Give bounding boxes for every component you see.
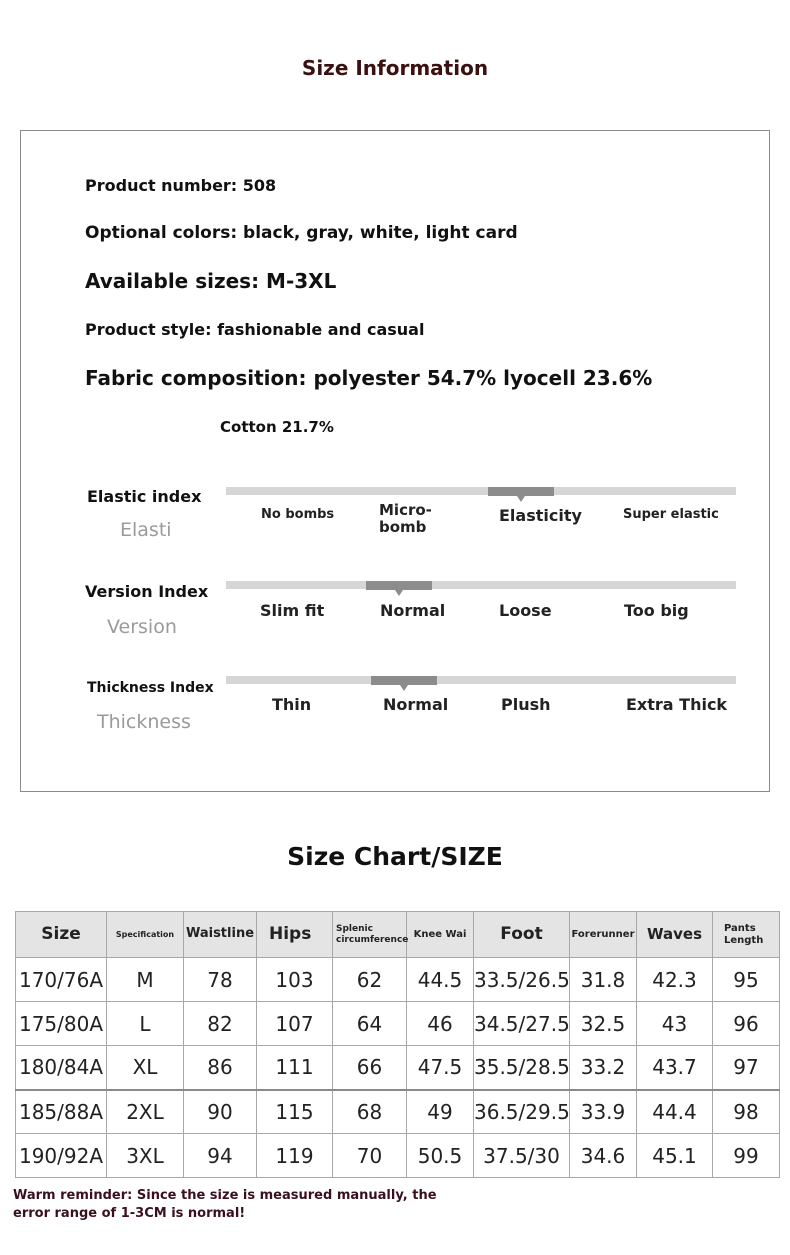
table-cell: 32.5	[570, 1002, 637, 1046]
table-cell: 2XL	[107, 1090, 184, 1134]
table-cell: 119	[257, 1134, 333, 1178]
table-cell: 86	[184, 1046, 257, 1090]
table-cell: 170/76A	[16, 958, 107, 1002]
table-row	[16, 958, 780, 1002]
table-cell: 103	[257, 958, 333, 1002]
version-option-slim-fit: Slim fit	[260, 601, 325, 620]
table-cell: 78	[184, 958, 257, 1002]
version-index-scale	[226, 581, 736, 589]
col-header-foot: Foot	[474, 912, 570, 958]
table-cell: 97	[713, 1046, 780, 1090]
product-info-panel	[20, 130, 770, 792]
table-cell: 95	[713, 958, 780, 1002]
version-index-sublabel: Version	[107, 616, 177, 638]
table-cell: 34.6	[570, 1134, 637, 1178]
col-header-splenic-circumference: Splenic circumference	[333, 912, 407, 958]
available-sizes: Available sizes: M-3XL	[85, 269, 337, 293]
table-cell: 185/88A	[16, 1090, 107, 1134]
table-cell: 99	[713, 1134, 780, 1178]
table-cell: 47.5	[407, 1046, 474, 1090]
col-header-forerunner: Forerunner	[570, 912, 637, 958]
table-cell: 180/84A	[16, 1046, 107, 1090]
col-header-specification: Specification	[107, 912, 184, 958]
table-cell: 115	[257, 1090, 333, 1134]
col-header-size: Size	[16, 912, 107, 958]
thickness-option-plush: Plush	[501, 695, 551, 714]
table-cell: L	[107, 1002, 184, 1046]
table-cell: 33.2	[570, 1046, 637, 1090]
table-row	[16, 1046, 780, 1090]
thickness-option-normal: Normal	[383, 695, 449, 714]
col-header-pants-length: Pants Length	[713, 912, 780, 958]
table-cell: 50.5	[407, 1134, 474, 1178]
version-option-normal: Normal	[380, 601, 446, 620]
size-chart-table	[15, 911, 780, 1178]
version-index-marker	[366, 581, 432, 590]
thickness-index-label: Thickness Index	[87, 680, 214, 696]
table-cell: 96	[713, 1002, 780, 1046]
elastic-option-micro-bomb: Micro- bomb	[379, 501, 432, 537]
table-cell: 190/92A	[16, 1134, 107, 1178]
table-row	[16, 1090, 780, 1134]
table-cell: 94	[184, 1134, 257, 1178]
version-option-too-big: Too big	[624, 601, 689, 620]
table-cell: 36.5/29.5	[474, 1090, 570, 1134]
thickness-index-scale	[226, 676, 736, 684]
size-information-title: Size Information	[301, 56, 489, 80]
col-header-waves: Waves	[637, 912, 713, 958]
table-cell: 107	[257, 1002, 333, 1046]
table-cell: 111	[257, 1046, 333, 1090]
table-row	[16, 1134, 780, 1178]
table-cell: 42.3	[637, 958, 713, 1002]
table-cell: 62	[333, 958, 407, 1002]
table-cell: 68	[333, 1090, 407, 1134]
col-header-knee-wai: Knee Wai	[407, 912, 474, 958]
size-chart-title: Size Chart/SIZE	[287, 842, 503, 871]
table-cell: 98	[713, 1090, 780, 1134]
table-header-row	[16, 912, 780, 958]
elastic-index-scale	[226, 487, 736, 495]
table-cell: 43	[637, 1002, 713, 1046]
table-cell: XL	[107, 1046, 184, 1090]
thickness-index-marker	[371, 676, 437, 685]
table-row	[16, 1002, 780, 1046]
table-cell: 37.5/30	[474, 1134, 570, 1178]
table-cell: 33.9	[570, 1090, 637, 1134]
product-style: Product style: fashionable and casual	[85, 320, 425, 339]
table-cell: 33.5/26.5	[474, 958, 570, 1002]
elastic-index-label: Elastic index	[87, 487, 202, 506]
thickness-option-thin: Thin	[272, 695, 312, 714]
table-cell: 175/80A	[16, 1002, 107, 1046]
elastic-option-elasticity: Elasticity	[499, 506, 582, 525]
table-cell: 46	[407, 1002, 474, 1046]
table-cell: 45.1	[637, 1134, 713, 1178]
elastic-index-marker	[488, 487, 554, 496]
version-index-label: Version Index	[85, 582, 209, 601]
table-cell: 90	[184, 1090, 257, 1134]
table-cell: 35.5/28.5	[474, 1046, 570, 1090]
table-cell: 49	[407, 1090, 474, 1134]
table-cell: 66	[333, 1046, 407, 1090]
table-cell: 44.5	[407, 958, 474, 1002]
thickness-option-extra-thick: Extra Thick	[626, 695, 728, 714]
table-cell: 31.8	[570, 958, 637, 1002]
table-cell: 3XL	[107, 1134, 184, 1178]
table-cell: 70	[333, 1134, 407, 1178]
table-cell: M	[107, 958, 184, 1002]
table-cell: 44.4	[637, 1090, 713, 1134]
fabric-composition-continued: Cotton 21.7%	[220, 418, 334, 436]
product-number: Product number: 508	[85, 176, 277, 195]
table-cell: 34.5/27.5	[474, 1002, 570, 1046]
fabric-composition: Fabric composition: polyester 54.7% lyocell 23.6%	[85, 366, 653, 390]
table-cell: 43.7	[637, 1046, 713, 1090]
optional-colors: Optional colors: black, gray, white, light card	[85, 223, 518, 243]
elastic-option-no-bombs: No bombs	[261, 507, 335, 522]
elastic-option-super-elastic: Super elastic	[623, 507, 719, 522]
thickness-index-sublabel: Thickness	[97, 711, 191, 733]
col-header-waistline: Waistline	[184, 912, 257, 958]
elastic-index-sublabel: Elasti	[120, 519, 172, 541]
table-cell: 82	[184, 1002, 257, 1046]
table-cell: 64	[333, 1002, 407, 1046]
warm-reminder-note: Warm reminder: Since the size is measured manually, the error range of 1-3CM is normal!	[13, 1188, 437, 1221]
version-option-loose: Loose	[499, 601, 552, 620]
col-header-hips: Hips	[257, 912, 333, 958]
